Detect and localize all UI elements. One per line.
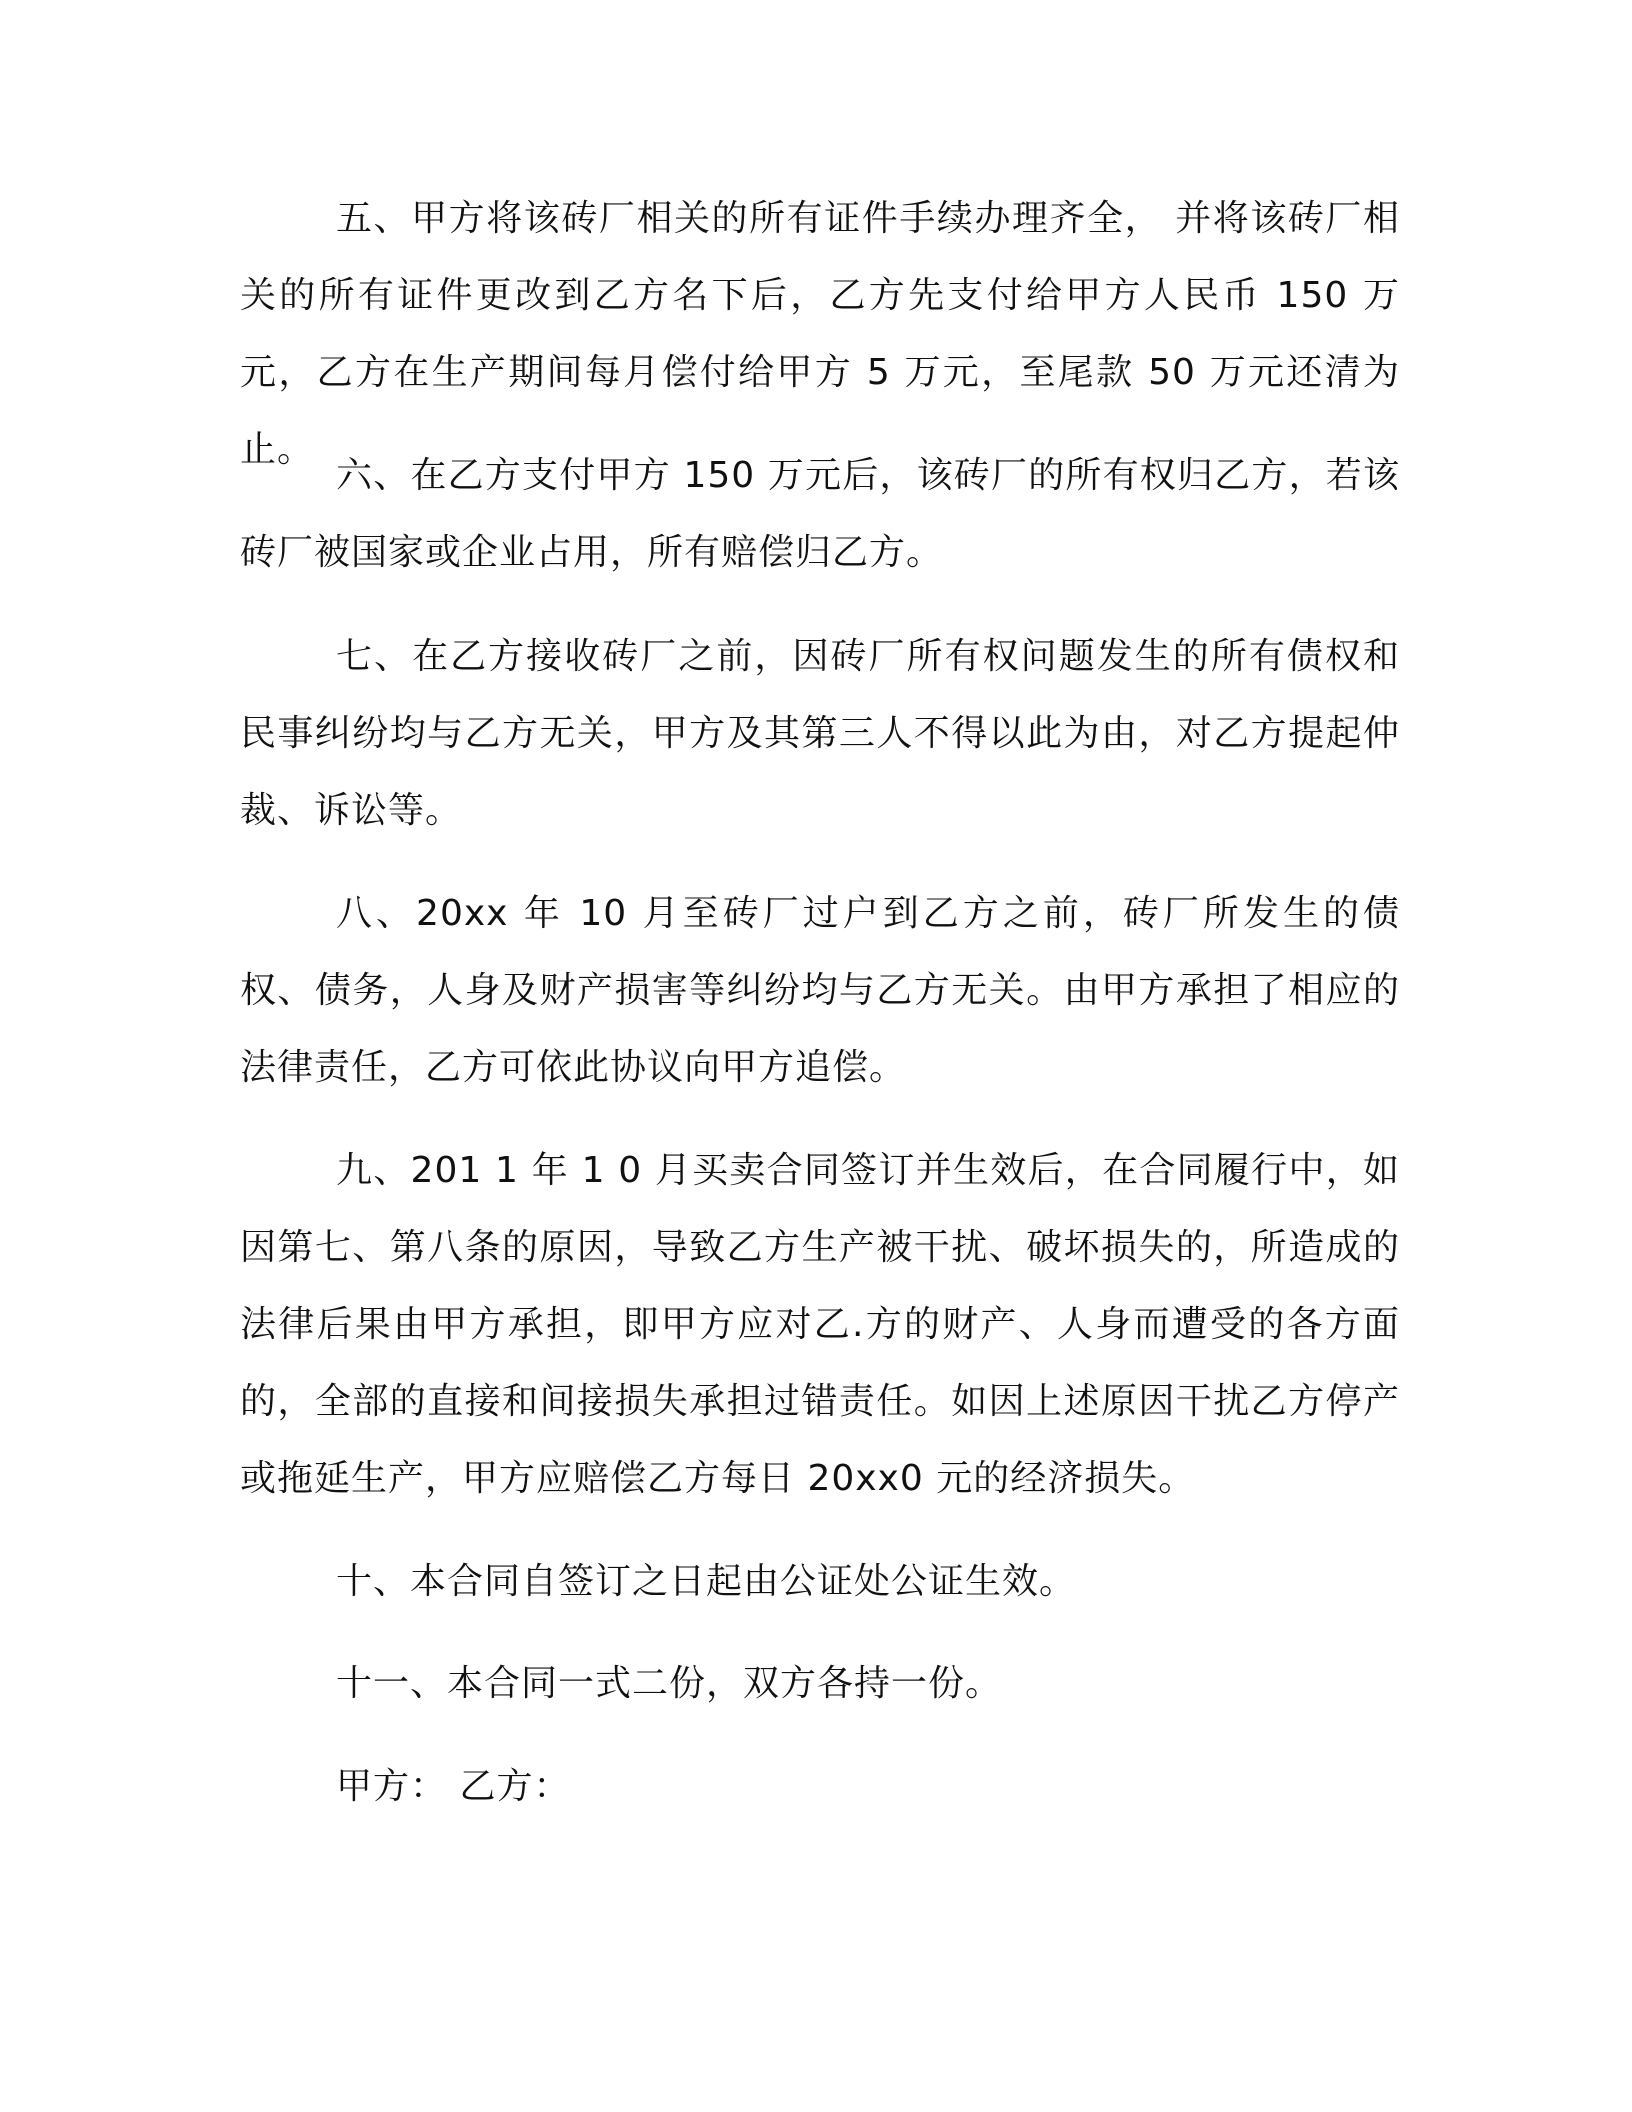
clause-7: 七、在乙方接收砖厂之前，因砖厂所有权问题发生的所有债权和民事纠纷均与乙方无关，甲方及其第三人不得以此为由，对乙方提起仲裁、诉讼等。 <box>240 636 1400 831</box>
clause-8: 八、20xx 年 10 月至砖厂过户到乙方之前，砖厂所发生的债权、债务，人身及财产损害等纠纷均与乙方无关。由甲方承担了相应的法律责任，乙方可依此协议向甲方追偿。 <box>240 893 1400 1088</box>
clause-6: 六、在乙方支付甲方 150 万元后，该砖厂的所有权归乙方，若该砖厂被国家或企业占用，所有赔偿归乙方。 <box>240 455 1400 573</box>
clause-9: 九、201 1 年 1 0 月买卖合同签订并生效后，在合同履行中，如因第七、第八条的原因，导致乙方生产被干扰、破坏损失的，所造成的法律后果由甲方承担，即甲方应对乙.方的财产、人身而遭受的各方面的，全部的直接和间接损失承担过错责任。如因上述原因干扰乙方停产或拖延生产，甲方应赔偿乙方每日 20xx0 元的经济损失。 <box>240 1150 1400 1499</box>
clause-11: 十一、本合同一式二份，双方各持一份。 <box>336 1663 1003 1704</box>
signature-line: 甲方： 乙方： <box>336 1766 571 1807</box>
clause-5: 五、甲方将该砖厂相关的所有证件手续办理齐全， 并将该砖厂相关的所有证件更改到乙方名下后，乙方先支付给甲方人民币 150 万元，乙方在生产期间每月偿付给甲方 5 万元，至尾款 50 万元还清为止。 <box>240 198 1400 470</box>
clause-10: 十、本合同自签订之日起由公证处公证生效。 <box>336 1561 1077 1602</box>
